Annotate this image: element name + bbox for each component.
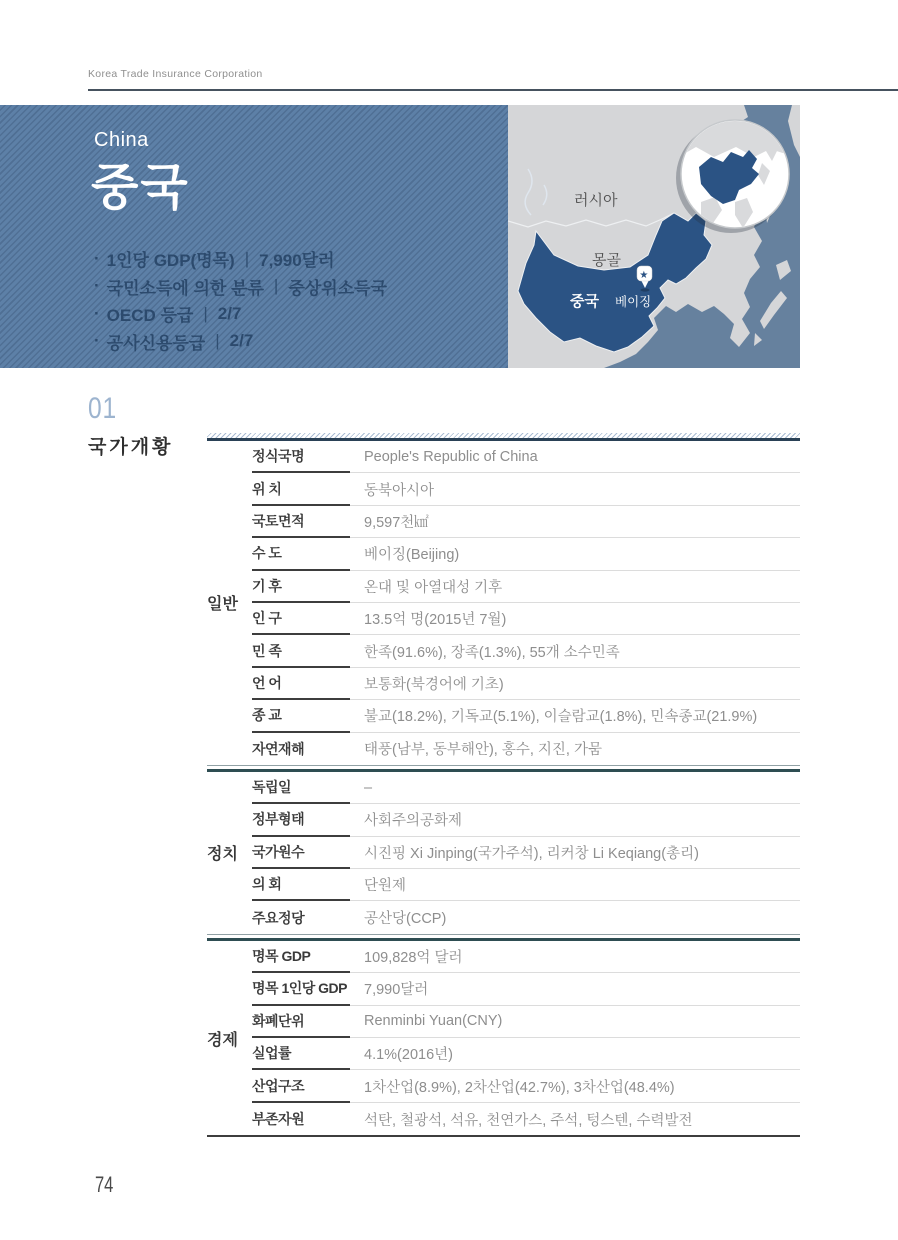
row-label: 독립일 — [252, 772, 350, 804]
row-label: 인 구 — [252, 603, 350, 635]
divider-bar-icon: | — [215, 331, 220, 351]
table-group-general — [207, 441, 800, 765]
section-separator — [207, 765, 800, 772]
table-row — [252, 869, 800, 901]
fact-value: 2/7 — [229, 331, 254, 351]
row-value: 공산당(CCP) — [364, 911, 447, 928]
bullet-icon: · — [94, 303, 100, 323]
table-bottom-rule — [207, 1135, 800, 1137]
section-heading — [88, 392, 173, 459]
row-value: 석탄, 철광석, 석유, 천연가스, 주석, 텅스텐, 수력발전 — [364, 1112, 693, 1129]
row-value: 1차산업(8.9%), 2차산업(42.7%), 3차산업(48.4%) — [350, 1070, 800, 1102]
row-value: Renminbi Yuan(CNY) — [350, 1006, 800, 1038]
row-label: 정식국명 — [252, 441, 350, 473]
table-row — [252, 603, 800, 635]
pin-star-icon: ★ — [639, 270, 649, 281]
table-row — [252, 506, 800, 538]
row-value: 7,990달러 — [350, 973, 800, 1005]
document-header — [88, 68, 898, 91]
row-value: – — [350, 772, 800, 804]
row-label: 기 후 — [252, 571, 350, 603]
row-label: 정부형태 — [252, 804, 350, 836]
row-label: 부존자원 — [252, 1111, 305, 1127]
fact-gdp-per-capita — [94, 245, 387, 273]
table-row — [252, 571, 800, 603]
banner-fact-list — [94, 245, 387, 355]
organization-name: Korea Trade Insurance Corporation — [88, 68, 263, 80]
section-title: 국가개황 — [88, 437, 174, 458]
row-label: 수 도 — [252, 538, 350, 570]
row-label: 민 족 — [252, 635, 350, 667]
china-label: 중국 — [570, 293, 599, 310]
row-value: 시진핑 Xi Jinping(국가주석), 리커창 Li Keqiang(총리) — [350, 837, 800, 869]
row-label: 명목 1인당 GDP — [252, 973, 350, 1005]
country-banner — [0, 105, 800, 368]
row-value: 베이징(Beijing) — [350, 538, 800, 570]
table-row — [252, 473, 800, 505]
bullet-icon: · — [94, 276, 100, 296]
table-group-economy — [207, 941, 800, 1135]
row-value: 동북아시아 — [350, 473, 800, 505]
beijing-label: 베이징 — [615, 295, 652, 309]
table-row — [252, 668, 800, 700]
row-value: 불교(18.2%), 기독교(5.1%), 이슬람교(1.8%), 민속종교(21.9%) — [350, 700, 800, 732]
group-name: 정치 — [207, 846, 238, 864]
mongolia-label: 몽골 — [592, 252, 621, 269]
page-number: 74 — [95, 1172, 114, 1197]
country-name-english: China — [94, 129, 149, 151]
row-label: 언 어 — [252, 668, 350, 700]
row-value: People's Republic of China — [350, 441, 800, 473]
row-label: 위 치 — [252, 473, 350, 505]
fact-label: 국민소득에 의한 분류 — [106, 278, 264, 298]
table-row — [252, 772, 800, 804]
table-row — [252, 635, 800, 667]
fact-value: 중상위소득국 — [288, 278, 387, 298]
table-row — [252, 941, 800, 973]
fact-label: 공사신용등급 — [106, 333, 206, 353]
row-value: 13.5억 명(2015년 7월) — [350, 603, 800, 635]
bullet-icon: · — [94, 331, 100, 351]
table-row — [252, 1103, 800, 1135]
row-label: 의 회 — [252, 869, 350, 901]
divider-bar-icon: | — [203, 303, 208, 323]
table-row — [252, 837, 800, 869]
row-value: 사회주의공화제 — [350, 804, 800, 836]
row-label: 주요정당 — [252, 909, 305, 926]
table-row — [252, 804, 800, 836]
section-number: 01 — [88, 392, 118, 425]
table-group-politics — [207, 772, 800, 934]
row-label: 국토면적 — [252, 506, 350, 538]
row-value: 9,597천㎢ — [350, 506, 800, 538]
fact-label: 1인당 GDP(명목) — [106, 251, 235, 271]
russia-label: 러시아 — [574, 192, 618, 209]
row-label: 명목 GDP — [252, 941, 350, 973]
row-value: 한족(91.6%), 장족(1.3%), 55개 소수민족 — [350, 635, 800, 667]
table-row — [252, 1006, 800, 1038]
table-row — [252, 441, 800, 473]
row-value: 4.1%(2016년) — [350, 1038, 800, 1070]
row-label: 산업구조 — [252, 1070, 350, 1102]
row-label: 종 교 — [252, 700, 350, 732]
country-overview-table — [207, 433, 800, 1137]
fact-income-class — [94, 273, 387, 301]
row-value: 보통화(북경어에 기초) — [350, 668, 800, 700]
row-label: 실업률 — [252, 1038, 350, 1070]
fact-value: 7,990달러 — [259, 251, 335, 271]
country-name-korean: 중국 — [91, 161, 190, 215]
fact-value: 2/7 — [217, 303, 242, 323]
row-label: 화폐단위 — [252, 1006, 350, 1038]
table-row — [252, 700, 800, 732]
row-value: 단원제 — [350, 869, 800, 901]
bullet-icon: · — [94, 248, 100, 268]
fact-label: OECD 등급 — [106, 306, 194, 326]
row-value: 온대 및 아열대성 기후 — [350, 571, 800, 603]
fact-oecd-grade — [94, 300, 387, 328]
table-top-striped-bar — [207, 433, 800, 441]
banner-striped-panel — [0, 105, 508, 368]
group-name: 일반 — [207, 596, 238, 614]
row-value: 109,828억 달러 — [350, 941, 800, 973]
row-label: 자연재해 — [252, 740, 305, 757]
east-asia-map — [508, 105, 800, 368]
divider-bar-icon: | — [244, 248, 250, 268]
table-row — [252, 1038, 800, 1070]
section-separator — [207, 934, 800, 941]
table-row — [252, 901, 800, 933]
row-label: 국가원수 — [252, 837, 350, 869]
table-row — [252, 1070, 800, 1102]
table-row — [252, 973, 800, 1005]
table-row — [252, 733, 800, 765]
fact-ksure-grade — [94, 328, 387, 356]
table-row — [252, 538, 800, 570]
group-name: 경제 — [207, 1031, 238, 1049]
divider-bar-icon: | — [273, 276, 279, 296]
row-value: 태풍(남부, 동부해안), 홍수, 지진, 가뭄 — [364, 742, 602, 759]
